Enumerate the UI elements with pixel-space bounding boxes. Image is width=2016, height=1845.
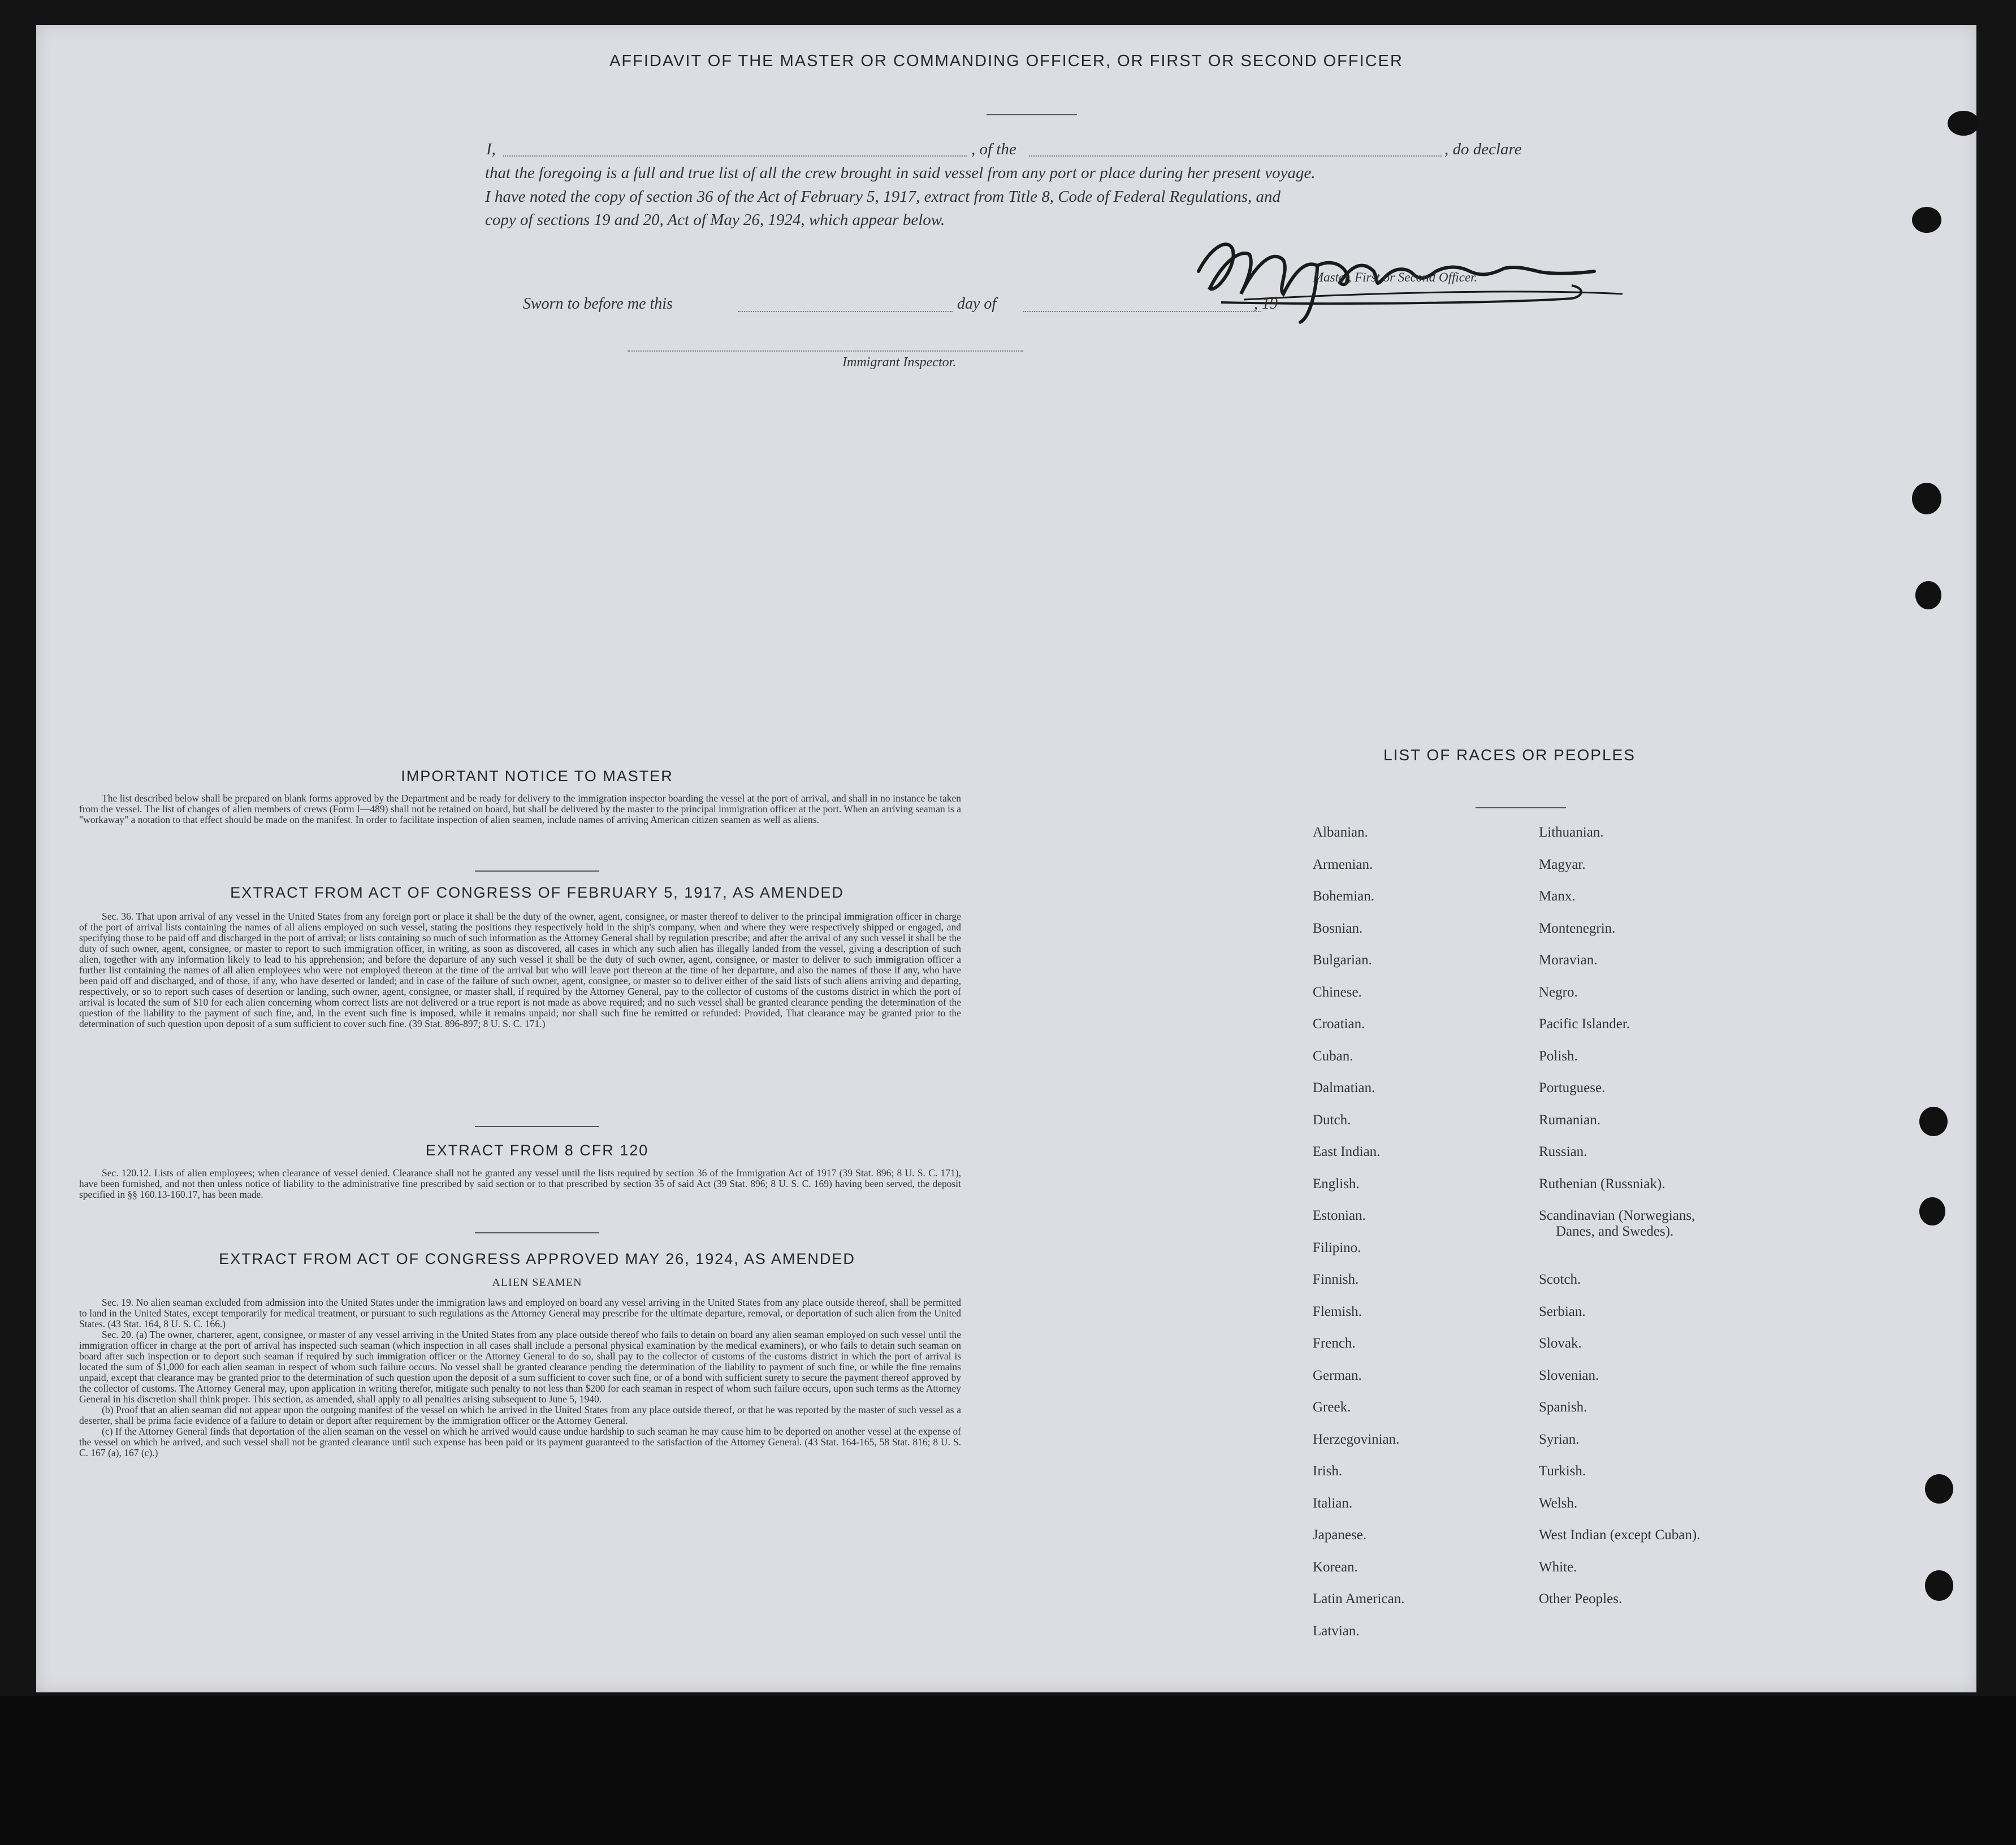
race-item: Finnish. [1313,1272,1359,1287]
race-item: Montenegrin. [1539,920,1616,936]
race-item: Manx. [1539,889,1576,904]
extract-cfr-body [79,1168,961,1200]
race-item: Herzegovinian. [1313,1431,1400,1447]
sworn-day-of: day of [957,295,997,313]
extract-1917-title: EXTRACT FROM ACT OF CONGRESS OF FEBRUARY 5, 1917, AS AMENDED [230,884,844,901]
race-item: Polish. [1539,1048,1578,1064]
race-item: Flemish. [1313,1303,1362,1319]
declaration-i: I, [486,140,496,158]
month-blank [1023,311,1261,312]
race-item: Dutch. [1313,1112,1351,1128]
race-item: Cuban. [1313,1048,1353,1064]
race-item: Syrian. [1539,1431,1580,1447]
race-item: Serbian. [1539,1303,1586,1319]
race-item: Armenian. [1313,856,1373,872]
declaration-do-declare: , do declare [1444,140,1522,158]
race-item: Spanish. [1539,1400,1587,1415]
extract-cfr-title: EXTRACT FROM 8 CFR 120 [425,1142,649,1159]
inspector-caption: Immigrant Inspector. [842,355,957,370]
race-item: Korean. [1313,1559,1358,1575]
title-rule [987,114,1077,115]
race-item: Scotch. [1539,1272,1581,1287]
race-item: Slovenian. [1539,1367,1599,1383]
race-item: Russian. [1539,1144,1587,1159]
punch-hole [1915,581,1941,609]
race-item: Irish. [1313,1463,1343,1479]
inspector-signature-blank [628,350,1023,352]
race-item: Greek. [1313,1400,1351,1415]
punch-hole [1919,1197,1945,1225]
punch-hole [1925,1474,1953,1504]
vessel-blank [1029,155,1442,157]
race-item: German. [1313,1367,1362,1383]
day-blank [738,311,953,312]
race-item: Pacific Islander. [1539,1016,1630,1032]
race-item: Latin American. [1313,1591,1405,1606]
race-item: Magyar. [1539,856,1586,872]
race-item: Latvian. [1313,1623,1360,1639]
notice-body [79,793,961,825]
affidavit-title: AFFIDAVIT OF THE MASTER OR COMMANDING OFFICER, OR FIRST OR SECOND OFFICER [609,52,1403,70]
punch-hole [1948,111,1979,136]
race-item: Negro. [1539,984,1578,1000]
extract-cfr-paragraph: Sec. 120.12. Lists of alien employees; when clearance of vessel denied. Clearance shall not be granted any vessel until the lists required by section 36 of the Immigration Act of 1917 (39 Stat. 896; 8 U. S. C. 171), have been furnished, and not then unless notice of liability to the administrative fine prescribed by said section or to that prescribed by section 35 of said Act (39 Stat. 896; 8 U. S. C. 169) having been served, the deposit specified in §§ 160.13-160.17, has been made. [79,1167,961,1200]
race-item: Filipino. [1313,1240,1361,1255]
section-20c-paragraph: (c) If the Attorney General finds that deportation of the alien seaman on the vessel on which he arrived would cause undue hardship to such seaman he may cause him to be deported on another vessel at the expense of the vessel on which he arrived, and such vessel shall not be granted clearance until such expense has been paid or its payment guaranteed to the satisfaction of the Attorney General. (43 Stat. 164-165, 58 Stat. 816; 8 U. S. C. 167 (a), 167 (c).) [79,1426,961,1458]
notice-paragraph: The list described below shall be prepared on blank forms approved by the Department and be ready for delivery to the immigration inspector boarding the vessel at the port of arrival, and shall in no instance be taken from the vessel. The list of changes of alien members of crews (Form I—489) shall not be retained on board, but shall be delivered by the master to the principal immigration officer at the port. When an arriving seaman is a "workaway" a notation to that effect should be made on the manifest. In order to facilitate inspection of alien seamen, include names of arriving American citizen seamen as well as aliens. [79,792,961,825]
punch-hole [1925,1570,1953,1601]
races-title: LIST OF RACES OR PEOPLES [1383,746,1636,764]
extract-1917-body [79,911,961,1029]
race-item: Turkish. [1539,1463,1586,1479]
extract-1917-paragraph: Sec. 36. That upon arrival of any vessel in the United States from any foreign port or place it shall be the duty of the owner, agent, consignee, or master thereof to deliver to the principal immigration officer in charge of the port of arrival lists containing the names of all aliens employed on such vessel, stating the positions they respectively hold in the ship's company, when and where they were respectively shipped or engaged, and specifying those to be paid off and discharged in the port of arrival; or lists containing so much of such information as the Attorney General shall by regulation prescribe; and after the arrival of any such vessel it shall be the duty of such owner, agent, consignee, or master to report to such immigration officer, in writing, as soon as discovered, all cases in which any such alien has illegally landed from the vessel, giving a description of such alien, together with any information likely to lead to his apprehension; and before the departure of any such vessel it shall be the duty of such owner, agent, consignee, or master to deliver to such immigration officer a further list containing the names of all alien employees who were not employed thereon at the time of the arrival but who will leave port thereon at the time of her departure, and also the names of those if any, who have been paid off and discharged, and of those, if any, who have deserted or landed; and in case of the failure of such owner, agent, consignee, or master so to deliver either of the said lists of such aliens arriving and departing, respectively, or so to report such cases of desertion or landing, such owner, agent, consignee, or master shall, if required by the Attorney General, pay to the collector of customs of the customs district in which the port of arrival is located the sum of $10 for each alien concerning whom correct lists are not delivered or a true report is not made as above required; and no such vessel shall be granted clearance pending the determination of the question of the liability to the payment of such fine, and, in the event such fine is imposed, while it remains unpaid; nor shall such fine be remitted or refunded: Provided, That clearance may be granted prior to the determination of such question upon deposit of a sum sufficient to cover such fine. (39 Stat. 896-897; 8 U. S. C. 171.) [79,911,961,1029]
notice-title: IMPORTANT NOTICE TO MASTER [401,768,673,785]
race-item: West Indian (except Cuban). [1539,1527,1701,1543]
declaration-line-3: I have noted the copy of section 36 of the Act of February 5, 1917, extract from Title 8, Code of Federal Regulations, and [485,188,1281,206]
punch-hole [1919,1107,1948,1136]
race-item: Albanian. [1313,825,1368,840]
punch-hole [1912,207,1941,233]
race-item: Portuguese. [1539,1080,1606,1095]
race-item: East Indian. [1313,1144,1381,1159]
race-item: Bulgarian. [1313,952,1372,968]
race-item: Bohemian. [1313,889,1375,904]
section-19-paragraph: Sec. 19. No alien seaman excluded from admission into the United States under the immigration laws and employed on board any vessel arriving in the United States from any place outside thereof, shall be permitted to land in the United States, except temporarily for medical treatment, or pursuant to such regulations as the Attorney General may prescribe for the ultimate departure, removal, or deportation of such alien from the United States. (43 Stat. 164, 8 U. S. C. 166.) [79,1297,961,1329]
declaration-line-4: copy of sections 19 and 20, Act of May 26, 1924, which appear below. [485,211,945,229]
extract-1924-title: EXTRACT FROM ACT OF CONGRESS APPROVED MAY 26, 1924, AS AMENDED [219,1250,855,1267]
signature-caption: Master, First or Second Officer. [1313,270,1478,284]
race-item: Danes, and Swedes). [1556,1224,1674,1239]
race-item: Other Peoples. [1539,1591,1623,1606]
scan-border [0,1696,2016,1845]
race-item: Bosnian. [1313,920,1363,936]
extract-1917-rule [475,1126,599,1127]
race-item: Scandinavian (Norwegians, [1539,1208,1695,1223]
race-item: Welsh. [1539,1495,1578,1511]
race-item: Rumanian. [1539,1112,1601,1128]
race-item: Slovak. [1539,1336,1582,1351]
race-item: Estonian. [1313,1208,1366,1223]
race-item: Croatian. [1313,1016,1365,1032]
name-blank [503,155,967,157]
race-item: Dalmatian. [1313,1080,1375,1095]
race-item: Lithuanian. [1539,825,1604,840]
race-item: White. [1539,1559,1577,1575]
section-20a-paragraph: Sec. 20. (a) The owner, charterer, agent, consignee, or master of any vessel arriving in the United States from any place outside thereof who fails to detain on board any alien seaman employed on such vessel until the immigration officer in charge at the port of arrival has inspected such seaman (which inspection in all cases shall include a personal physical examination by the medical examiners), or who fails to detain such seaman on board after such inspection or to deport such seaman if required by such immigration officer or the Attorney General to do so, shall pay to the collector of customs of the customs district in which the port of arrival is located the sum of $1,000 for each alien seaman in respect of whom such failure occurs. No vessel shall be granted clearance pending the determination of the liability to payment of such fine, or while the fine remains unpaid, except that clearance may be granted prior to the determination of such question upon the deposit of a sum sufficient to cover such fine, or of a bond with sufficient surety to secure the payment thereof approved by the collector of customs. The Attorney General may, upon application in writing therefor, mitigate such penalty to not less than $200 for each seaman in respect of whom such failure occurs, upon such terms as the Attorney General in his discretion shall think proper. This section, as amended, shall apply to all penalties arising subsequent to June 5, 1940. [79,1329,961,1405]
race-item: Ruthenian (Russniak). [1539,1176,1665,1192]
sworn-prefix: Sworn to before me this [523,295,673,313]
notice-rule [475,870,599,872]
sworn-year: , 19 [1254,295,1278,313]
race-item: Japanese. [1313,1527,1367,1543]
race-item: Italian. [1313,1495,1353,1511]
race-item: French. [1313,1336,1356,1351]
races-rule [1476,807,1566,808]
race-item: English. [1313,1176,1360,1192]
section-20b-paragraph: (b) Proof that an alien seaman did not appear upon the outgoing manifest of the vessel on which he arrived in the United States from any place outside thereof, or that he was reported by the master of such vessel as a deserter, shall be prima facie evidence of a failure to detain or deport after requirement by the immigration officer or the Attorney General. [79,1404,961,1426]
extract-1924-body [79,1297,961,1458]
race-item: Chinese. [1313,984,1362,1000]
extract-cfr-rule [475,1232,599,1233]
punch-hole [1912,483,1941,514]
declaration-of-the: , of the [971,140,1016,158]
alien-seamen-subtitle: ALIEN SEAMEN [492,1276,582,1289]
race-item: Moravian. [1539,952,1598,968]
declaration-line-2: that the foregoing is a full and true list of all the crew brought in said vessel from any port or place during her present voyage. [485,164,1316,182]
